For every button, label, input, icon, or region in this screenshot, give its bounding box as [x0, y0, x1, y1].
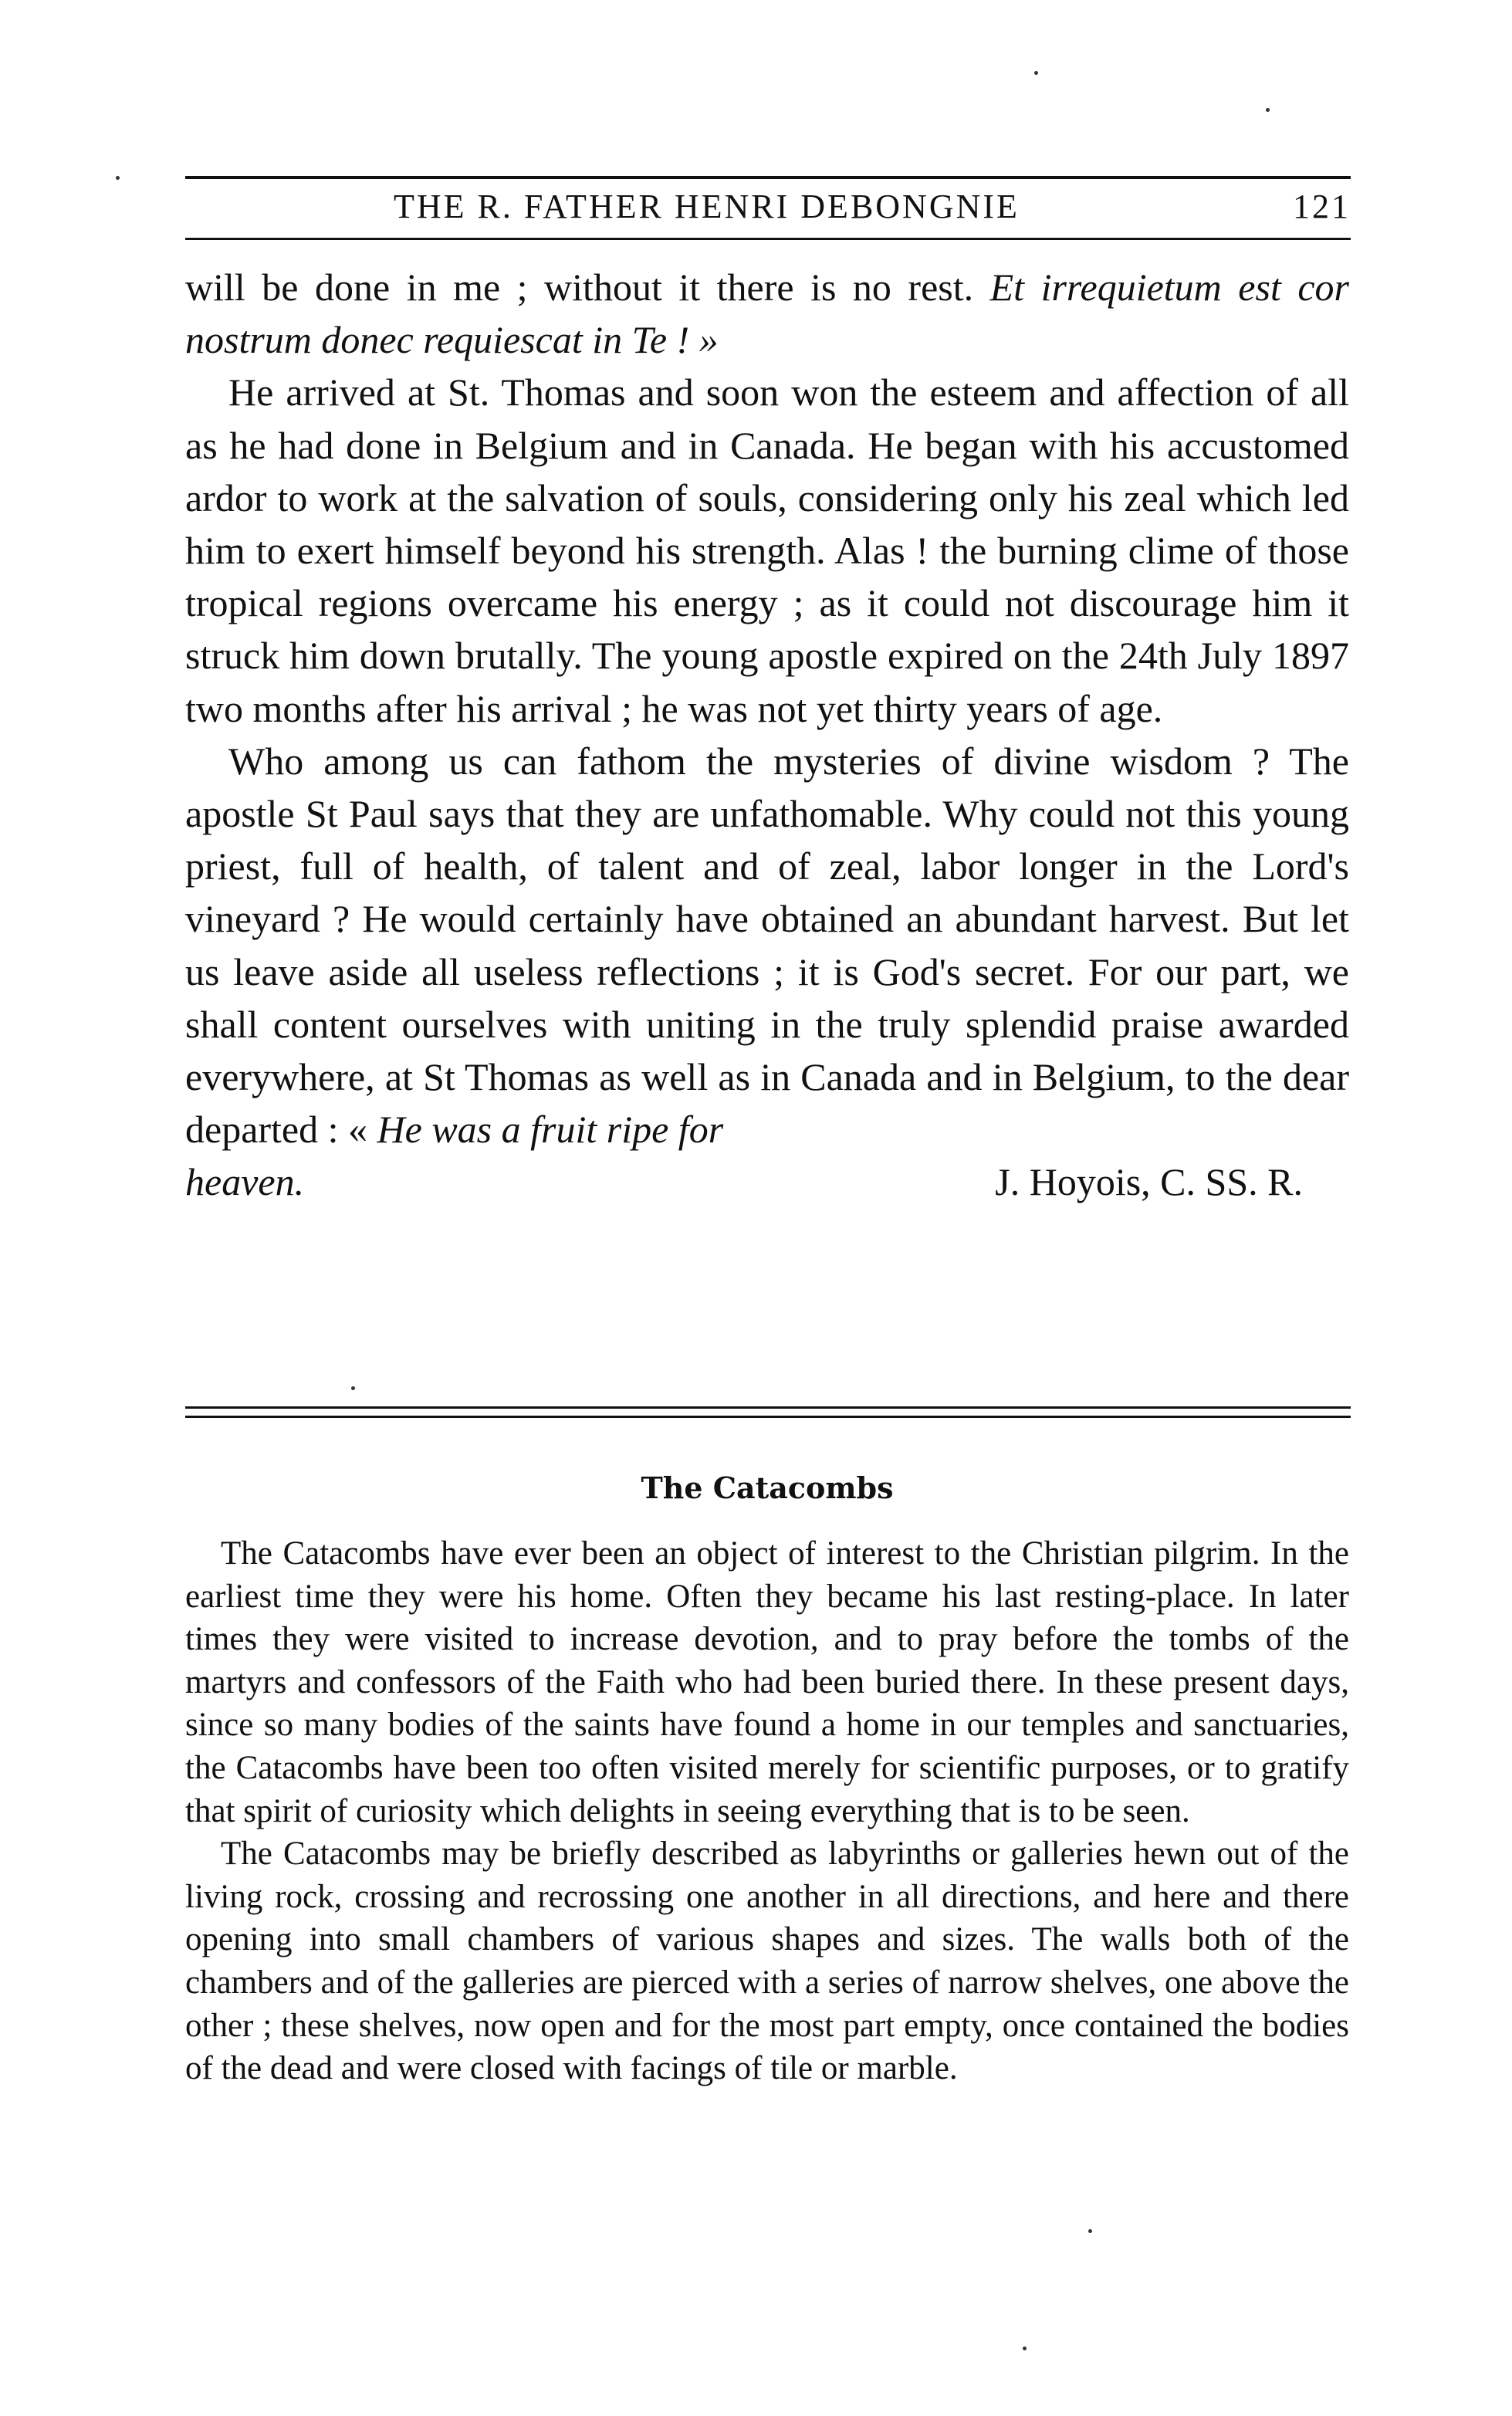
header-top-rule: [185, 176, 1351, 179]
closing-quote-start: He was a fruit ripe for: [377, 1108, 724, 1152]
closing-quote-end: heaven.: [185, 1160, 305, 1204]
scan-speck: [1088, 2229, 1092, 2233]
header-bottom-rule: [185, 238, 1351, 240]
running-title: THE R. FATHER HENRI DEBONGNIE: [394, 188, 1020, 225]
section-paragraph-2: The Catacombs may be briefly described as labyrinths or galleries hewn out of the living rock, crossing and recrossing one another in all directions, and here and there opening into small chambers of various shapes and sizes. The walls both of the chambers and of the galleries are pierced with a series of narrow shelves, one above the other ; these shelves, now open and for the most part empty, once contained the bodies of the dead and were closed with facings of tile or marble.: [185, 1836, 1349, 2087]
latin-quote: Et irrequietum est cor nostrum donec requiescat in Te ! »: [185, 266, 1349, 362]
scan-speck: [351, 1386, 355, 1390]
running-header: [185, 184, 1351, 230]
paragraph-3-text: Who among us can fathom the mysteries of divine wisdom ? The apostle St Paul says that they are unfathomable. Why could not this young priest, full of health, of talent and of zeal, labor longer in the Lord's vineyard ? He would certainly have obtained an abundant harvest. But let us leave aside all useless reflections ; it is God's secret. For our part, we shall content ourselves with uniting in the truly splendid praise awarded everywhere, at St Thomas as well as in Canada and in Belgium, to the dear departed : «: [185, 739, 1349, 1152]
section-title: The Catacombs: [641, 1470, 894, 1505]
section-divider-bottom: [185, 1416, 1351, 1418]
scan-speck: [1034, 71, 1038, 75]
section-divider-top: [185, 1406, 1351, 1409]
section-body: [185, 1532, 1349, 2090]
section-paragraph-1: The Catacombs have ever been an object of interest to the Christian pilgrim. In the earliest time they were his home. Often they became his last resting-place. In later times they were visited to increase devotion, and to pray before the tombs of the martyrs and confessors of the Faith who had been buried there. In these present days, since so many bodies of the saints have found a home in our temples and sanctuaries, the Catacombs have been too often visited merely for scientific purposes, or to gratify that spirit of curiosity which delights in seeing everything that is to be seen.: [185, 1535, 1349, 1829]
scan-speck: [1266, 108, 1270, 112]
scan-speck: [116, 176, 120, 180]
scan-speck: [1023, 2347, 1027, 2350]
paragraph-2: He arrived at St. Thomas and soon won the esteem and affection of all as he had done in Belgium and in Canada. He began with his accustomed ardor to work at the salvation of souls, considering only his zeal which led him to exert himself beyond his strength. Alas ! the burning clime of those tropical regions overcame his energy ; as it could not discourage him it struck him down brutally. The young apostle expired on the 24th July 1897 two months after his arrival ; he was not yet thirty years of age.: [185, 371, 1349, 730]
article-body: [185, 261, 1349, 1209]
page-number: 121: [1293, 188, 1351, 225]
paragraph-1: [185, 261, 1349, 366]
signature-line: [185, 1156, 1349, 1208]
author-signature: J. Hoyois, C. SS. R.: [995, 1160, 1303, 1204]
paragraph-3: [185, 735, 1349, 1156]
paragraph-1-text: will be done in me ; without it there is no rest.: [185, 266, 990, 309]
